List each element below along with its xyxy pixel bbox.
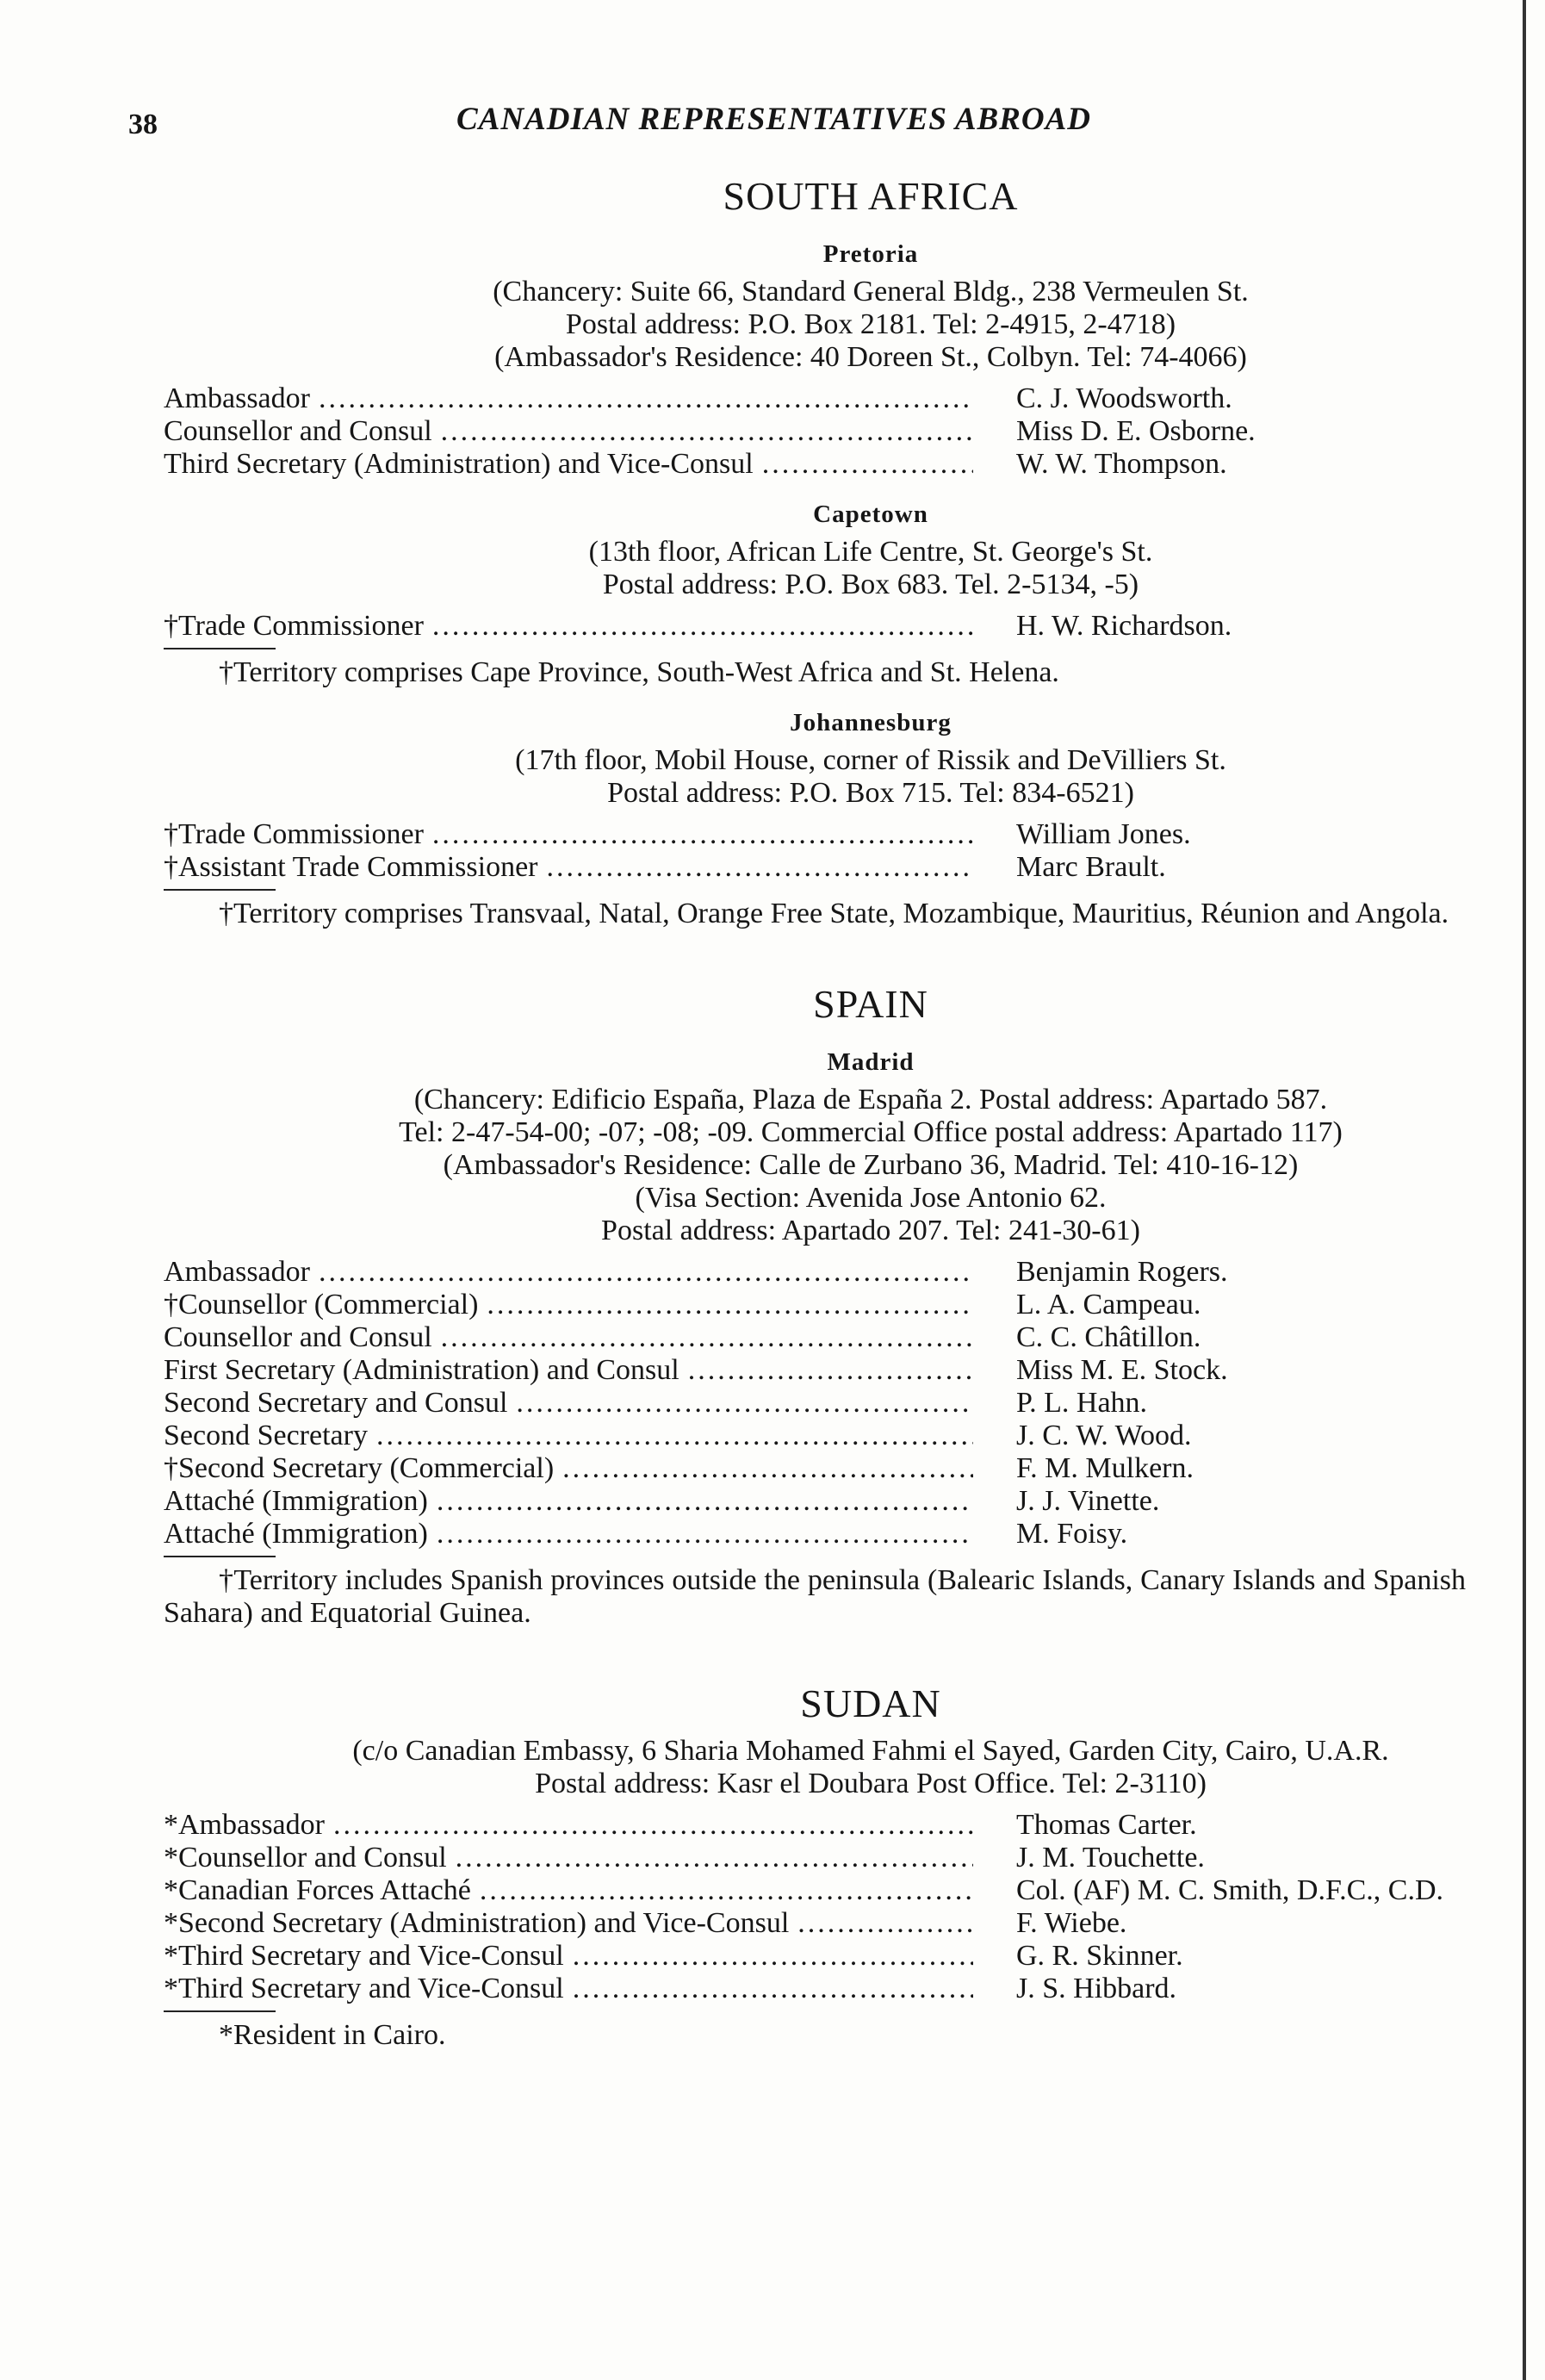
country-heading: SUDAN	[800, 1681, 941, 1725]
dot-leader	[480, 1874, 973, 1907]
footnote: *Resident in Cairo.	[219, 2019, 446, 2051]
dot-leader	[319, 1256, 973, 1289]
staff-row	[164, 1321, 1466, 1354]
address-line: Postal address: Kasr el Doubara Post Office. Tel: 2-3110)	[535, 1768, 1207, 1799]
dot-leader	[376, 1420, 973, 1452]
dot-leader	[437, 1518, 973, 1550]
staff-title: Attaché (Immigration)	[164, 1485, 428, 1517]
staff-list	[164, 1256, 1466, 1550]
staff-title: †Assistant Trade Commissioner	[164, 851, 538, 883]
staff-row	[164, 1256, 1466, 1289]
staff-name: G. R. Skinner.	[1016, 1940, 1183, 1972]
staff-title: †Second Secretary (Commercial)	[164, 1452, 555, 1484]
address-block	[164, 536, 1466, 601]
staff-row	[164, 1289, 1466, 1321]
staff-name: Miss D. E. Osborne.	[1016, 415, 1256, 447]
staff-name: C. C. Châtillon.	[1016, 1321, 1201, 1353]
staff-title: *Canadian Forces Attaché	[164, 1874, 471, 1906]
staff-row	[164, 1940, 1466, 1973]
staff-row	[164, 1907, 1466, 1940]
staff-name: F. Wiebe.	[1016, 1907, 1127, 1939]
staff-name: Benjamin Rogers.	[1016, 1256, 1228, 1288]
staff-row	[164, 415, 1466, 448]
staff-name: J. S. Hibbard.	[1016, 1973, 1177, 2004]
address-block	[164, 744, 1466, 810]
dot-leader	[688, 1354, 973, 1387]
staff-title: Third Secretary (Administration) and Vice-Consul	[164, 448, 754, 480]
footnote: †Territory comprises Cape Province, South-West Africa and St. Helena.	[219, 656, 1059, 688]
address-line: Postal address: P.O. Box 683. Tel. 2-5134, -5)	[602, 569, 1139, 600]
staff-title: *Third Secretary and Vice-Consul	[164, 1940, 564, 1972]
staff-title: Ambassador	[164, 1256, 310, 1288]
country-section-spain	[164, 980, 1466, 1630]
staff-row	[164, 1420, 1466, 1452]
staff-title: †Trade Commissioner	[164, 610, 424, 642]
staff-name: J. C. W. Wood.	[1016, 1420, 1192, 1451]
address-block	[164, 1084, 1466, 1247]
staff-name: W. W. Thompson.	[1016, 448, 1227, 480]
staff-title: †Counsellor (Commercial)	[164, 1289, 479, 1320]
staff-row	[164, 1842, 1466, 1874]
staff-row	[164, 382, 1466, 415]
dot-leader	[441, 415, 973, 448]
staff-title: *Third Secretary and Vice-Consul	[164, 1973, 564, 2004]
footnote-rule	[164, 1556, 276, 1557]
country-heading: SPAIN	[813, 982, 928, 1026]
city-heading: Capetown	[813, 500, 928, 528]
staff-title: Second Secretary and Consul	[164, 1387, 508, 1419]
address-line: (Ambassador's Residence: 40 Doreen St., Colbyn. Tel: 74-4066)	[494, 341, 1247, 373]
staff-name: C. J. Woodsworth.	[1016, 382, 1232, 414]
dot-leader	[573, 1973, 973, 2005]
country-heading: SOUTH AFRICA	[723, 174, 1019, 218]
dot-leader	[562, 1452, 973, 1485]
staff-list	[164, 1809, 1466, 2005]
city-heading: Madrid	[827, 1048, 915, 1076]
city-heading: Pretoria	[822, 240, 919, 268]
staff-title: *Ambassador	[164, 1809, 325, 1841]
dot-leader	[456, 1842, 973, 1874]
dot-leader	[487, 1289, 973, 1321]
staff-row	[164, 1809, 1466, 1842]
staff-row	[164, 1973, 1466, 2005]
address-line: (Chancery: Suite 66, Standard General Bldg., 238 Vermeulen St.	[493, 276, 1249, 308]
staff-title: Ambassador	[164, 382, 310, 414]
address-line: (Visa Section: Avenida Jose Antonio 62.	[635, 1182, 1107, 1214]
dot-leader	[437, 1485, 973, 1518]
dot-leader	[573, 1940, 973, 1973]
footnote-rule	[164, 2010, 276, 2012]
address-line: (17th floor, Mobil House, corner of Rissik and DeVilliers St.	[515, 744, 1226, 776]
dot-leader	[546, 851, 973, 884]
staff-row	[164, 1485, 1466, 1518]
staff-row	[164, 1387, 1466, 1420]
staff-name: Thomas Carter.	[1016, 1809, 1197, 1841]
staff-name: M. Foisy.	[1016, 1518, 1128, 1550]
address-line: Postal address: Apartado 207. Tel: 241-30-61)	[601, 1215, 1140, 1246]
page-content	[164, 172, 1466, 2052]
staff-row	[164, 1874, 1466, 1907]
staff-list	[164, 818, 1466, 884]
staff-title: Counsellor and Consul	[164, 1321, 432, 1353]
staff-row	[164, 1518, 1466, 1550]
page-number: 38	[128, 109, 158, 140]
address-line: Tel: 2-47-54-00; -07; -08; -09. Commercial Office postal address: Apartado 117)	[399, 1116, 1343, 1148]
staff-title: *Second Secretary (Administration) and Vice-Consul	[164, 1907, 790, 1939]
address-block	[164, 276, 1466, 374]
staff-title: †Trade Commissioner	[164, 818, 424, 850]
staff-title: First Secretary (Administration) and Consul	[164, 1354, 679, 1386]
staff-row	[164, 1354, 1466, 1387]
dot-leader	[441, 1321, 973, 1354]
footnote-rule	[164, 889, 276, 891]
dot-leader	[762, 448, 973, 481]
staff-name: H. W. Richardson.	[1016, 610, 1232, 642]
footnote: †Territory includes Spanish provinces outside the peninsula (Balearic Islands, Canary Islands and Spanish Sahara) and Equatorial Guinea.	[164, 1564, 1466, 1629]
staff-name: P. L. Hahn.	[1016, 1387, 1148, 1419]
address-block	[164, 1735, 1466, 1800]
staff-name: Marc Brault.	[1016, 851, 1166, 883]
staff-name: William Jones.	[1016, 818, 1191, 850]
country-section-south-africa	[164, 172, 1466, 930]
staff-name: J. M. Touchette.	[1016, 1842, 1205, 1874]
address-line: (13th floor, African Life Centre, St. George's St.	[588, 536, 1153, 568]
staff-list	[164, 610, 1466, 643]
staff-row	[164, 448, 1466, 481]
staff-name: Miss M. E. Stock.	[1016, 1354, 1228, 1386]
staff-row	[164, 1452, 1466, 1485]
staff-row	[164, 818, 1466, 851]
city-heading: Johannesburg	[790, 709, 952, 736]
staff-name: Col. (AF) M. C. Smith, D.F.C., C.D.	[1016, 1874, 1444, 1906]
address-line: Postal address: P.O. Box 2181. Tel: 2-4915, 2-4718)	[565, 308, 1176, 340]
footnote-rule	[164, 648, 276, 649]
staff-title: Attaché (Immigration)	[164, 1518, 428, 1550]
address-line: Postal address: P.O. Box 715. Tel: 834-6521)	[607, 777, 1134, 809]
address-line: (c/o Canadian Embassy, 6 Sharia Mohamed Fahmi el Sayed, Garden City, Cairo, U.A.R.	[352, 1735, 1389, 1767]
staff-list	[164, 382, 1466, 481]
address-line: (Ambassador's Residence: Calle de Zurbano 36, Madrid. Tel: 410-16-12)	[443, 1149, 1299, 1181]
staff-title: Counsellor and Consul	[164, 415, 432, 447]
running-head: CANADIAN REPRESENTATIVES ABROAD	[456, 102, 1091, 137]
staff-row	[164, 610, 1466, 643]
staff-title: Second Secretary	[164, 1420, 368, 1451]
dot-leader	[333, 1809, 973, 1842]
staff-row	[164, 851, 1466, 884]
staff-name: F. M. Mulkern.	[1016, 1452, 1194, 1484]
dot-leader	[432, 610, 973, 643]
dot-leader	[432, 818, 973, 851]
dot-leader	[319, 382, 973, 415]
staff-title: *Counsellor and Consul	[164, 1842, 447, 1874]
staff-name: J. J. Vinette.	[1016, 1485, 1160, 1517]
country-section-sudan	[164, 1680, 1466, 2052]
page-edge-rule	[1523, 0, 1526, 2380]
footnote: †Territory comprises Transvaal, Natal, Orange Free State, Mozambique, Mauritius, Réunion and Angola.	[219, 898, 1449, 929]
dot-leader	[797, 1907, 973, 1940]
dot-leader	[516, 1387, 973, 1420]
address-line: (Chancery: Edificio España, Plaza de España 2. Postal address: Apartado 587.	[413, 1084, 1328, 1115]
staff-name: L. A. Campeau.	[1016, 1289, 1201, 1320]
